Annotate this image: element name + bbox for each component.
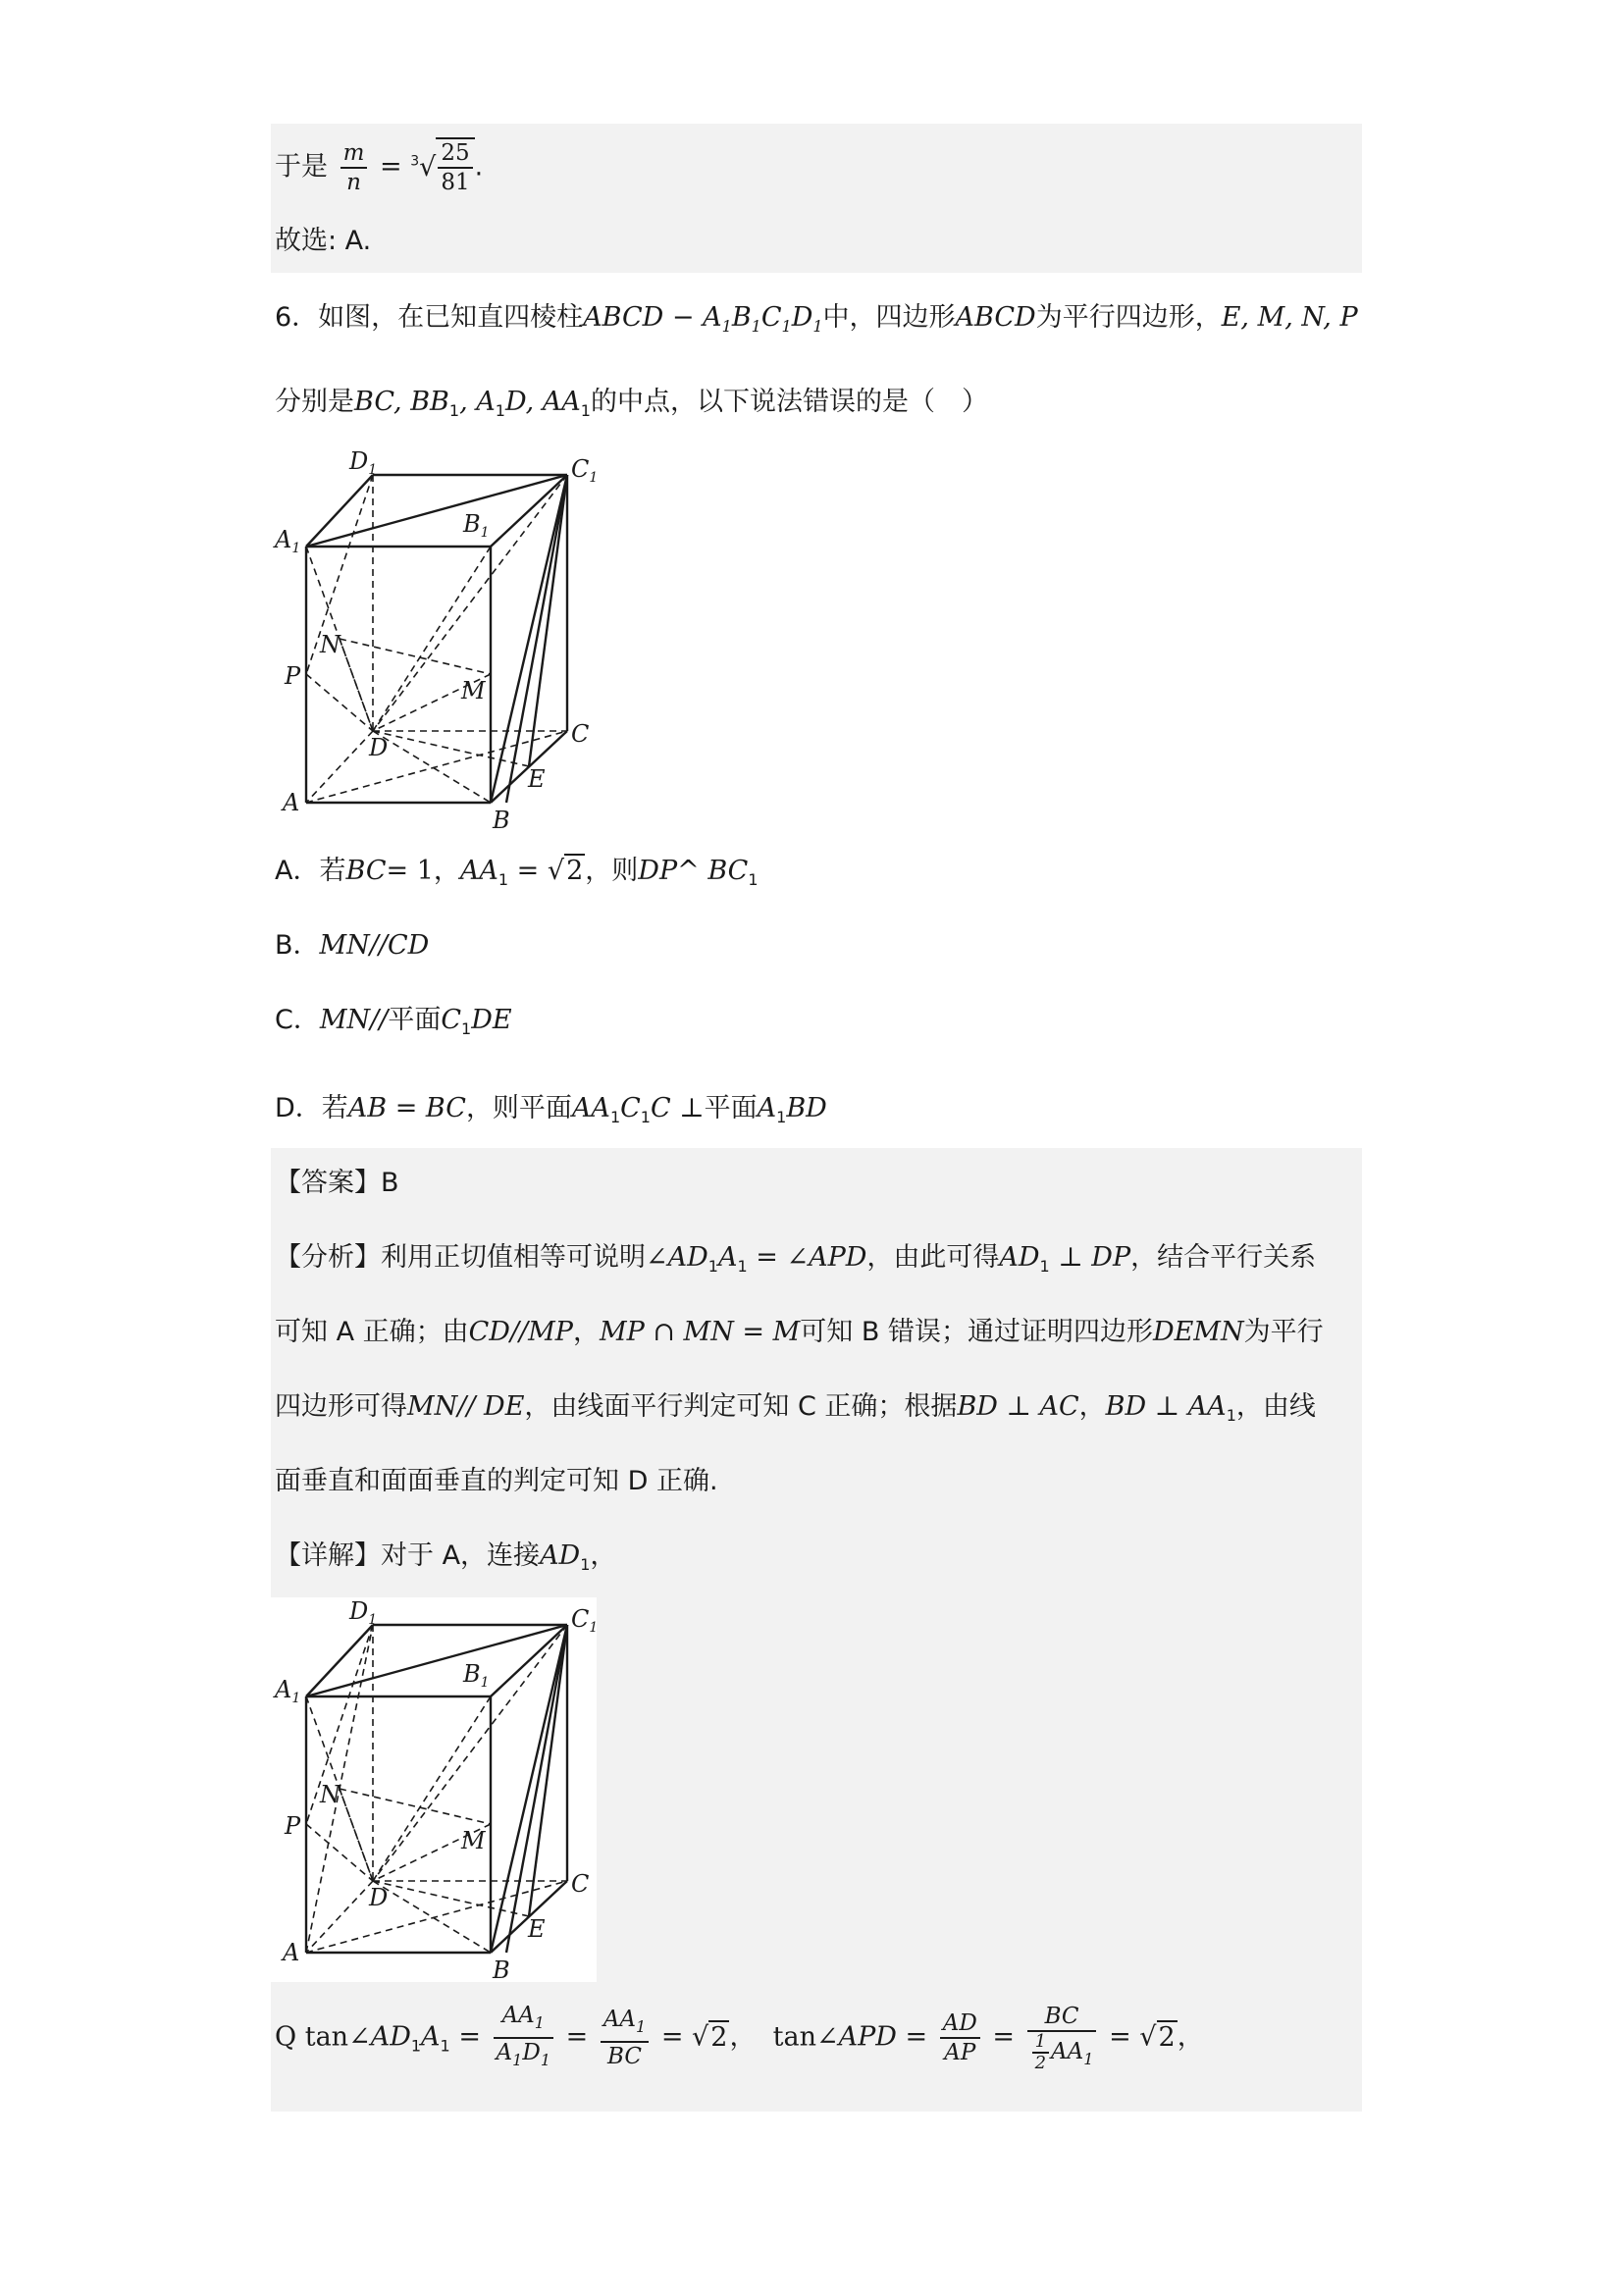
- analysis-ad: AD: [999, 1242, 1040, 1273]
- answer-line: [275, 1166, 399, 1201]
- analysis-text-9: ，由线: [1235, 1391, 1316, 1422]
- label-A1: $A_1$: [275, 526, 301, 556]
- analysis-line-3: 四边形可得MN// DE，由线面平行判定可知 C 正确；根据BD ⊥ AC，BD ⊥ $AA_1$，由线: [275, 1391, 1316, 1425]
- answer-label: 【答案】: [275, 1168, 381, 1198]
- choice-text: 故选: A.: [275, 226, 372, 256]
- option-b: [275, 928, 429, 964]
- option-d-plane1: C ⊥: [650, 1093, 705, 1123]
- label-B1: $B_1$: [463, 510, 490, 541]
- detail-line: 【详解】对于 A，连接$AD_1$，: [275, 1540, 617, 1574]
- option-d-mid: ，则平面: [465, 1093, 572, 1123]
- eq-2: =: [565, 2021, 589, 2053]
- sqrt-2-b-val: 2: [1158, 2021, 1176, 2053]
- frac-bc-half-aa1: [1027, 2003, 1097, 2073]
- analysis-text-6: 为平行: [1243, 1317, 1324, 1347]
- label-D1: $D_1$: [349, 447, 378, 478]
- option-a-mid: ，则: [585, 856, 639, 886]
- angle-ad1a1: ∠AD: [348, 2021, 411, 2053]
- fraction-m-over-n: [340, 139, 368, 196]
- tan-2: tan: [772, 2021, 816, 2053]
- frac4-den: AA: [1051, 2039, 1084, 2064]
- option-c-prefix: C．: [275, 1005, 320, 1035]
- option-d-plane3: BD: [786, 1093, 827, 1123]
- therefore-symbol: Q: [275, 2021, 297, 2053]
- option-c-plane: 平面: [388, 1005, 442, 1035]
- comma-1: ，: [729, 2021, 757, 2053]
- half-den: 2: [1034, 2053, 1047, 2073]
- tan-formula-line: [275, 2002, 1204, 2076]
- prism-figure-1: [271, 444, 634, 836]
- analysis-text-4: 可知 A 正确；由: [275, 1317, 469, 1347]
- option-a-aa: AA: [459, 856, 498, 886]
- option-d-plane2: 平面: [704, 1093, 758, 1123]
- fig2-label-N: N: [320, 1781, 340, 1808]
- choice-line: [275, 224, 371, 259]
- equals-sign: =: [380, 151, 402, 183]
- label-D: D: [369, 734, 389, 761]
- detail-ad: AD: [540, 1540, 581, 1571]
- analysis-text-7: 四边形可得: [275, 1391, 407, 1422]
- option-d-prefix: D．若: [275, 1093, 348, 1123]
- option-c-tail: DE: [471, 1005, 512, 1035]
- cube-root: √ $\frac{25}{81}$: [419, 152, 475, 183]
- analysis-cd-mp: CD//MP: [468, 1317, 573, 1347]
- frac-den: n: [346, 170, 361, 195]
- frac1-den-d: D: [522, 2040, 541, 2065]
- label-B: B: [493, 807, 510, 834]
- analysis-angle-1: ∠AD: [646, 1242, 708, 1273]
- analysis-line-4: [275, 1464, 718, 1499]
- option-c: C．MN//平面$C_1DE$: [275, 1005, 512, 1038]
- eq-5: =: [992, 2021, 1015, 2053]
- result-line: [275, 137, 483, 196]
- option-d-eq: AB = BC: [347, 1093, 466, 1123]
- sub-5: 1: [540, 2051, 550, 2069]
- seg-2: , A: [459, 387, 496, 417]
- detail-text: 对于 A，连接: [381, 1540, 541, 1571]
- option-a-sqrt-value: 2: [566, 856, 584, 886]
- sub-1: 1: [410, 2036, 422, 2056]
- fig2-label-E: E: [528, 1915, 546, 1943]
- prism-figure-2: [271, 1593, 634, 1986]
- q-text-4: 分别是: [275, 387, 354, 417]
- sqrt-2-a: √2: [692, 2021, 728, 2053]
- question-line-1: [275, 300, 1358, 344]
- option-a: A．若BC= 1，$AA_1 = √2$，则DP^ $BC_1$: [275, 856, 759, 889]
- fig2-label-D: D: [369, 1884, 389, 1911]
- seg-3: D, AA: [504, 387, 581, 417]
- analysis-demn: DEMN: [1152, 1317, 1244, 1347]
- eq-4: =: [905, 2021, 928, 2053]
- option-a-eq2: =: [516, 856, 540, 886]
- frac2-den: BC: [607, 2044, 642, 2069]
- frac3-num: AD: [940, 2009, 980, 2039]
- option-a-bc1: BC: [707, 856, 749, 886]
- sub-2: 1: [440, 2036, 450, 2056]
- sub-7: 1: [1083, 2050, 1094, 2068]
- detail-label: 【详解】: [275, 1540, 381, 1571]
- fig2-label-B: B: [493, 1957, 510, 1984]
- label-C: C: [571, 720, 590, 748]
- frac1-den-a: A: [496, 2040, 513, 2065]
- analysis-text-5: 可知 B 错误；通过证明四边形: [800, 1317, 1153, 1347]
- label-M: M: [461, 677, 486, 704]
- frac-aa1-bc: [601, 2006, 649, 2070]
- sqrt-2-b: √2: [1139, 2021, 1176, 2053]
- analysis-line-2: [275, 1315, 1324, 1350]
- comma-2: ，: [1177, 2021, 1204, 2053]
- analysis-comma: ，: [572, 1317, 600, 1347]
- label-C1: $C_1$: [571, 455, 599, 486]
- option-a-bc: BC: [345, 856, 387, 886]
- frac4-num: BC: [1027, 2003, 1097, 2032]
- prism-name: ABCD − $A_1B_1C_1D_1$: [583, 302, 823, 336]
- analysis-line-1: 【分析】利用正切值相等可说明$\angle AD_1A_1$ = ∠APD，由此可得$AD_1$ ⊥ DP，结合平行关系: [275, 1242, 1317, 1276]
- angle-a1: A: [421, 2021, 441, 2053]
- analysis-bd-aa: BD ⊥ AA: [1105, 1391, 1227, 1422]
- fig2-label-B1: $B_1$: [463, 1660, 490, 1691]
- option-c-expr: MN//: [319, 1005, 389, 1035]
- root-num: 25: [438, 139, 472, 169]
- option-b-prefix: B．: [275, 930, 320, 961]
- analysis-mn-de: MN// DE: [407, 1391, 525, 1422]
- eq-1: =: [458, 2021, 481, 2053]
- q-text-5: 的中点，以下说法错误的是（ ）: [590, 387, 988, 417]
- points-list: E, M, N, P: [1221, 302, 1358, 333]
- analysis-angle-2: = ∠APD: [747, 1242, 867, 1273]
- result-prefix: 于是: [275, 151, 328, 183]
- sub-3: 1: [534, 2013, 545, 2032]
- sub-6: 1: [636, 2017, 647, 2036]
- question-line-2: 分别是BC, $BB_1$, $A_1D$, $AA_1$的中点，以下说法错误的是（ ）: [275, 387, 988, 420]
- label-A: A: [283, 789, 300, 816]
- frac-aa1-a1d1: [494, 2002, 553, 2074]
- label-P: P: [285, 662, 301, 690]
- analysis-a: A: [717, 1242, 738, 1273]
- fig2-label-A: A: [283, 1939, 300, 1966]
- analysis-intersection: MP ∩ MN = M: [599, 1317, 801, 1347]
- analysis-text-8: ，由线面平行判定可知 C 正确；根据: [524, 1391, 958, 1422]
- option-a-sqrt: √2: [547, 856, 584, 886]
- option-a-dp: DP: [638, 856, 678, 886]
- fig2-label-D1: $D_1$: [349, 1597, 378, 1628]
- option-d: D．若AB = BC，则平面$AA_1C_1C$ ⊥平面$A_1BD$: [275, 1093, 827, 1126]
- detail-comma: ，: [590, 1540, 617, 1571]
- fig2-label-C1: $C_1$: [571, 1605, 599, 1636]
- root-den: 81: [441, 170, 470, 195]
- cube-root-index: 3: [410, 153, 420, 170]
- quad-abcd: ABCD: [955, 302, 1036, 333]
- fig2-label-C: C: [571, 1870, 590, 1898]
- q-text-2: 中，四边形: [822, 302, 956, 333]
- tan-1: tan: [304, 2021, 349, 2053]
- analysis-comma-2: ，: [1078, 1391, 1106, 1422]
- frac2-num: AA: [602, 2007, 637, 2032]
- fig2-label-M: M: [461, 1827, 486, 1854]
- analysis-perp-dp: ⊥ DP: [1049, 1242, 1131, 1273]
- sqrt-2-a-val: 2: [710, 2021, 728, 2053]
- option-a-prefix: A．若: [275, 856, 346, 886]
- label-E: E: [528, 765, 546, 793]
- sub-4: 1: [512, 2051, 523, 2069]
- frac3-den: AP: [944, 2040, 976, 2065]
- analysis-text-1: 利用正切值相等可说明: [381, 1242, 646, 1273]
- analysis-text-3: ，结合平行关系: [1130, 1242, 1317, 1273]
- eq-3: =: [660, 2021, 684, 2053]
- label-N: N: [320, 631, 340, 658]
- frac-ad-ap: [940, 2009, 980, 2066]
- eq-6: =: [1109, 2021, 1131, 2053]
- answer-value: B: [381, 1168, 399, 1198]
- frac-num: m: [340, 139, 368, 169]
- fig2-label-A1: $A_1$: [275, 1676, 301, 1706]
- option-a-perp: ^: [677, 856, 700, 886]
- analysis-bd-ac: BD ⊥ AC: [957, 1391, 1079, 1422]
- option-a-eq1: = 1，: [386, 856, 460, 886]
- analysis-text-10: 面垂直和面面垂直的判定可知 D 正确.: [275, 1466, 718, 1496]
- seg-1: BC, BB: [354, 387, 449, 417]
- half-num: 1: [1032, 2032, 1049, 2054]
- q-text-1: 6．如图，在已知直四棱柱: [275, 302, 584, 333]
- q-text-3: 为平行四边形，: [1035, 302, 1222, 333]
- option-b-expr: MN//CD: [319, 930, 430, 961]
- analysis-text-2: ，由此可得: [866, 1242, 1000, 1273]
- period: .: [474, 151, 484, 183]
- fig2-label-P: P: [285, 1812, 301, 1840]
- frac1-num: AA: [501, 2003, 535, 2028]
- angle-apd: ∠APD: [815, 2021, 897, 2053]
- analysis-label: 【分析】: [275, 1242, 381, 1273]
